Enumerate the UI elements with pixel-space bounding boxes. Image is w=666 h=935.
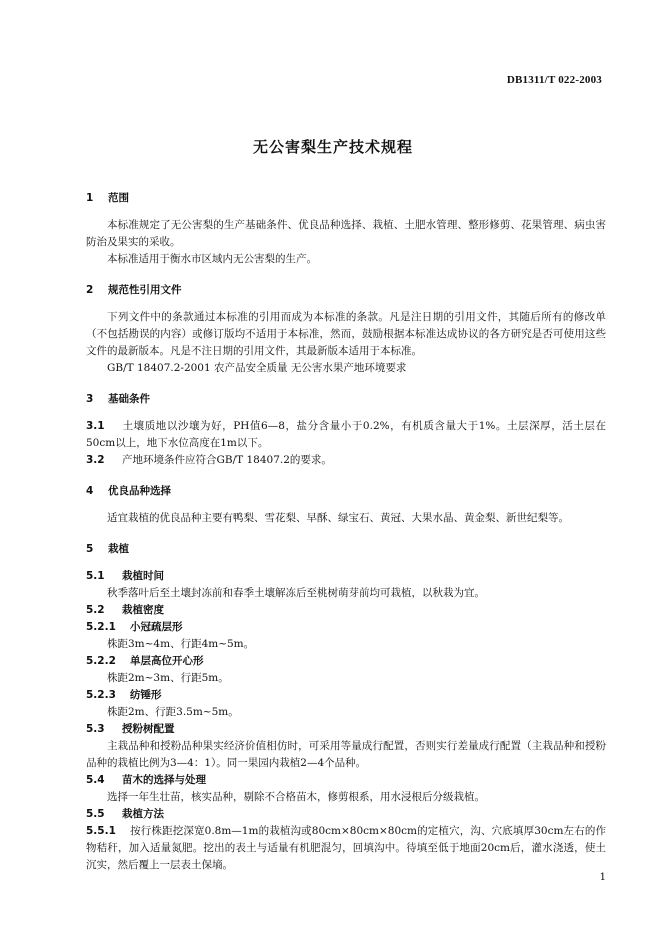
section-4-para-1: 适宜栽植的优良品种主要有鸭梨、雪花梨、早酥、绿宝石、黄冠、大果水晶、黄金梨、新世纪梨等。: [107, 512, 569, 524]
page-number: 1: [599, 872, 606, 883]
section-5-3-heading: 5.3 授粉树配置: [86, 723, 175, 735]
section-3-2: 3.2 产地环境条件应符合GB/T 18407.2的要求。: [86, 454, 332, 466]
section-5-4-heading: 5.4 苗木的选择与处理: [86, 774, 206, 786]
section-5-2-3-text: 株距2m、行距3.5m~5m。: [107, 706, 239, 718]
section-5-5-heading: 5.5 栽植方法: [86, 808, 164, 820]
section-4-heading: 4 优良品种选择: [86, 485, 171, 497]
section-5-2-2-text: 株距2m~3m、行距5m。: [107, 672, 229, 684]
section-5-2-2-heading: 5.2.2 单层高位开心形: [86, 655, 204, 667]
section-2-reference: GB/T 18407.2-2001 农产品安全质量 无公害水果产地环境要求: [107, 362, 407, 374]
section-5-2-1-text: 株距3m~4m、行距4m~5m。: [107, 638, 255, 650]
section-5-1-heading: 5.1 栽植时间: [86, 570, 164, 582]
section-1-para-1: 本标准规定了无公害梨的生产基础条件、优良品种选择、栽植、土肥水管理、整形修剪、花果管理、病虫害防治及果实的采收。: [86, 219, 606, 248]
section-5-2-3-heading: 5.2.3 纺锤形: [86, 689, 162, 701]
section-1-heading: 1 范围: [86, 192, 129, 204]
section-5-1-text: 秋季落叶后至土壤封冻前和春季土壤解冻后至桃树萌芽前均可栽植，以秋栽为宜。: [107, 587, 485, 599]
section-2-para-1: 下列文件中的条款通过本标准的引用而成为本标准的条款。凡是注日期的引用文件，其随后所有的修改单（不包括勘误的内容）或修订版均不适用于本标准，然而，鼓励根据本标准达成协议的各方研究是否可使用这些文件的最新版本。凡是不注日期的引用文件，其最新版本适用于本标准。: [86, 311, 606, 357]
document-title: 无公害梨生产技术规程: [252, 138, 413, 156]
section-3-heading: 3 基础条件: [86, 393, 150, 405]
section-1-para-2: 本标准适用于衡水市区域内无公害梨的生产。: [107, 253, 317, 265]
section-5-2-heading: 5.2 栽植密度: [86, 604, 164, 616]
section-5-5-1: 5.5.1 按行株距挖深宽0.8m—1m的栽植沟或80cm×80cm×80cm的定植穴，沟、穴底填厚30cm左右的作物秸秆，加入适量氮肥。挖出的表土与适量有机肥混匀，回填沟中。待填至低于地面20cm后，灌水浇透，使土沉实，然后覆上一层表土保墒。: [86, 825, 606, 871]
document-body: [86, 190, 606, 874]
section-5-heading: 5 栽植: [86, 543, 129, 555]
section-5-4-text: 选择一年生壮苗，核实品种，剔除不合格苗木，修剪根系，用水浸根后分级栽植。: [107, 791, 485, 803]
section-2-heading: 2 规范性引用文件: [86, 284, 182, 296]
section-5-2-1-heading: 5.2.1 小冠疏层形: [86, 621, 183, 633]
standard-code: DB1311/T 022-2003: [506, 74, 602, 86]
section-3-1: 3.1 土壤质地以沙壤为好，PH值6—8，盐分含量小于0.2%，有机质含量大于1%。土层深厚，活土层在50cm以上，地下水位高度在1m以下。: [86, 420, 606, 449]
section-5-3-text: 主栽品种和授粉品种果实经济价值相仿时，可采用等量成行配置，否则实行差量成行配置（主栽品种和授粉品种的栽植比例为3—4：1）。同一果园内栽植2—4个品种。: [86, 740, 606, 769]
